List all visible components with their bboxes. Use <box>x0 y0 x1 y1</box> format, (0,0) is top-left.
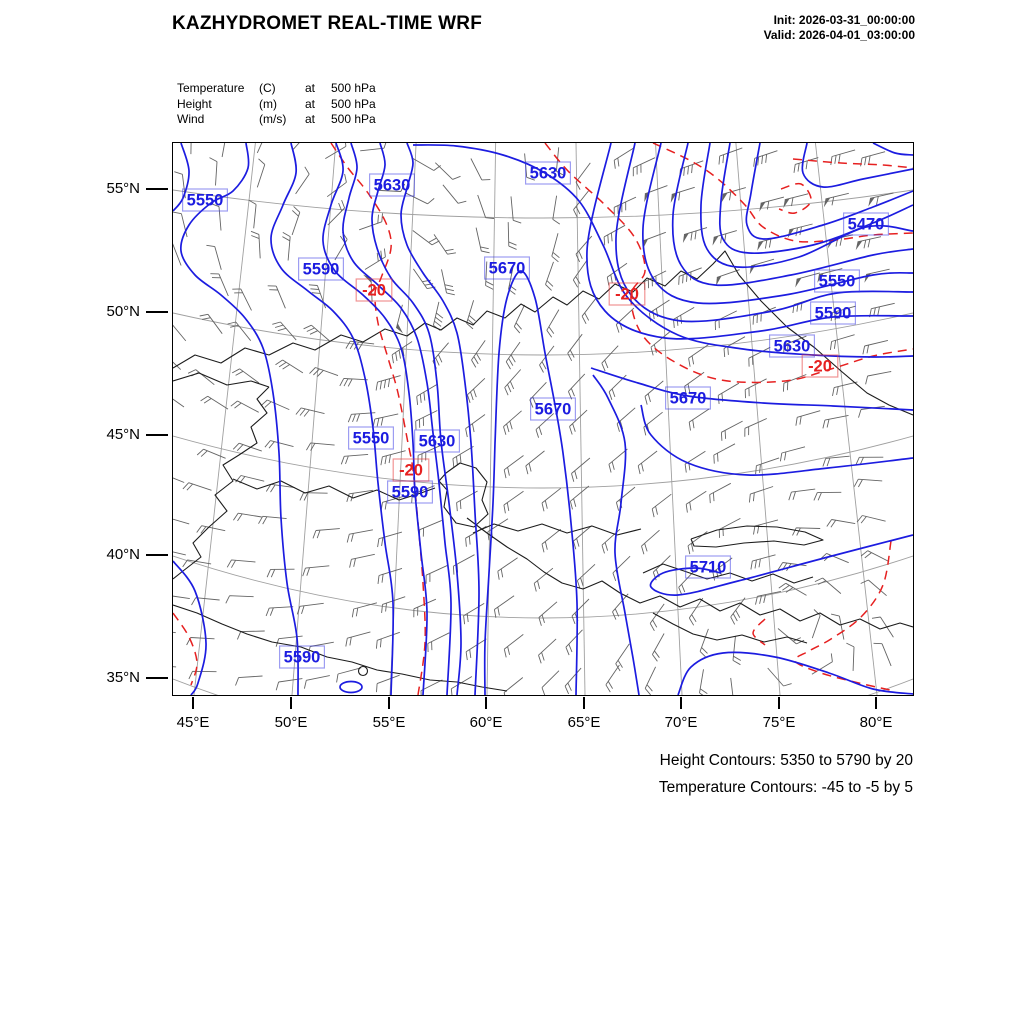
height-contour-label <box>666 387 711 409</box>
height-contour-label <box>280 646 325 668</box>
svg-text:5670: 5670 <box>488 259 526 278</box>
height-contour-label <box>815 270 860 292</box>
height-contours-note: Height Contours: 5350 to 5790 by 20 <box>659 752 913 769</box>
lon-axis-label: 60°E <box>469 714 503 731</box>
svg-text:-20: -20 <box>362 281 386 300</box>
field-name: Wind <box>177 112 205 126</box>
svg-text:5550: 5550 <box>818 272 856 291</box>
lon-tick <box>388 697 390 709</box>
weather-map-canvas <box>173 143 913 695</box>
svg-text:5670: 5670 <box>669 389 707 408</box>
lon-axis-label: 75°E <box>762 714 796 731</box>
valid-time: Valid: 2026-04-01_03:00:00 <box>763 28 915 42</box>
svg-text:5710: 5710 <box>689 558 727 577</box>
height-contour-label <box>485 257 530 279</box>
height-contour-label <box>531 398 576 420</box>
temperature-contours-note: Temperature Contours: -45 to -5 by 5 <box>658 779 913 796</box>
lon-axis-label: 70°E <box>664 714 698 731</box>
lat-tick <box>146 311 168 313</box>
wind-barbs <box>173 143 895 695</box>
height-contour-label <box>686 556 731 578</box>
svg-text:5470: 5470 <box>847 215 885 234</box>
init-time: Init: 2026-03-31_00:00:00 <box>773 13 915 27</box>
lat-axis-label: 50°N <box>106 303 140 320</box>
svg-text:5590: 5590 <box>814 304 852 323</box>
field-level: 500 hPa <box>331 96 376 111</box>
svg-text:5590: 5590 <box>302 260 340 279</box>
temp-contour-label <box>802 355 838 377</box>
field-level: 500 hPa <box>331 112 376 126</box>
svg-text:5550: 5550 <box>186 191 224 210</box>
lat-tick <box>146 434 168 436</box>
lat-tick <box>146 677 168 679</box>
lat-tick <box>146 554 168 556</box>
height-contour-label <box>299 258 344 280</box>
height-contour-label <box>349 427 394 449</box>
height-contour-label <box>526 162 571 184</box>
lon-tick <box>192 697 194 709</box>
lon-tick <box>680 697 682 709</box>
svg-text:5630: 5630 <box>373 176 411 195</box>
field-unit: (m) <box>259 96 277 111</box>
field-at: at <box>305 112 316 126</box>
lon-axis-label: 55°E <box>372 714 406 731</box>
lon-axis-label: 45°E <box>176 714 210 731</box>
field-name: Height <box>177 96 212 111</box>
svg-text:5550: 5550 <box>352 429 390 448</box>
svg-text:5590: 5590 <box>391 483 429 502</box>
lon-tick <box>485 697 487 709</box>
lon-tick <box>778 697 780 709</box>
height-contour-label <box>844 213 889 235</box>
lon-axis-label: 65°E <box>567 714 601 731</box>
lat-axis-label: 45°N <box>106 426 140 443</box>
lon-tick <box>875 697 877 709</box>
svg-text:5670: 5670 <box>534 400 572 419</box>
lat-axis-label: 40°N <box>106 546 140 563</box>
svg-text:-20: -20 <box>399 461 423 480</box>
svg-text:5630: 5630 <box>418 432 456 451</box>
field-name: Temperature <box>177 81 245 95</box>
field-level: 500 hPa <box>331 81 376 95</box>
svg-text:-20: -20 <box>615 285 639 304</box>
lon-axis-label: 50°E <box>274 714 308 731</box>
height-contour-label <box>415 430 460 452</box>
height-contour-label <box>388 481 433 503</box>
field-unit: (m/s) <box>259 112 287 126</box>
height-contour-label <box>811 302 856 324</box>
lat-axis-label: 35°N <box>106 669 140 686</box>
map-frame <box>172 142 914 696</box>
height-contour-label <box>370 174 415 196</box>
lat-axis-label: 55°N <box>106 180 140 197</box>
svg-text:5630: 5630 <box>529 164 567 183</box>
lat-tick <box>146 188 168 190</box>
lon-tick <box>583 697 585 709</box>
field-at: at <box>305 81 316 95</box>
height-contour-label <box>770 335 815 357</box>
height-contours <box>173 143 913 695</box>
graticule <box>173 143 913 695</box>
svg-text:5590: 5590 <box>283 648 321 667</box>
height-contour-label <box>183 189 228 211</box>
temperature-contours <box>173 143 913 695</box>
lon-tick <box>290 697 292 709</box>
lon-axis-label: 80°E <box>859 714 893 731</box>
temp-contour-label <box>356 279 392 301</box>
svg-text:5630: 5630 <box>773 337 811 356</box>
field-unit: (C) <box>259 81 276 95</box>
temp-contour-label <box>393 459 429 481</box>
field-at: at <box>305 96 316 111</box>
page-title: KAZHYDROMET REAL-TIME WRF <box>172 13 483 34</box>
svg-text:-20: -20 <box>808 357 832 376</box>
